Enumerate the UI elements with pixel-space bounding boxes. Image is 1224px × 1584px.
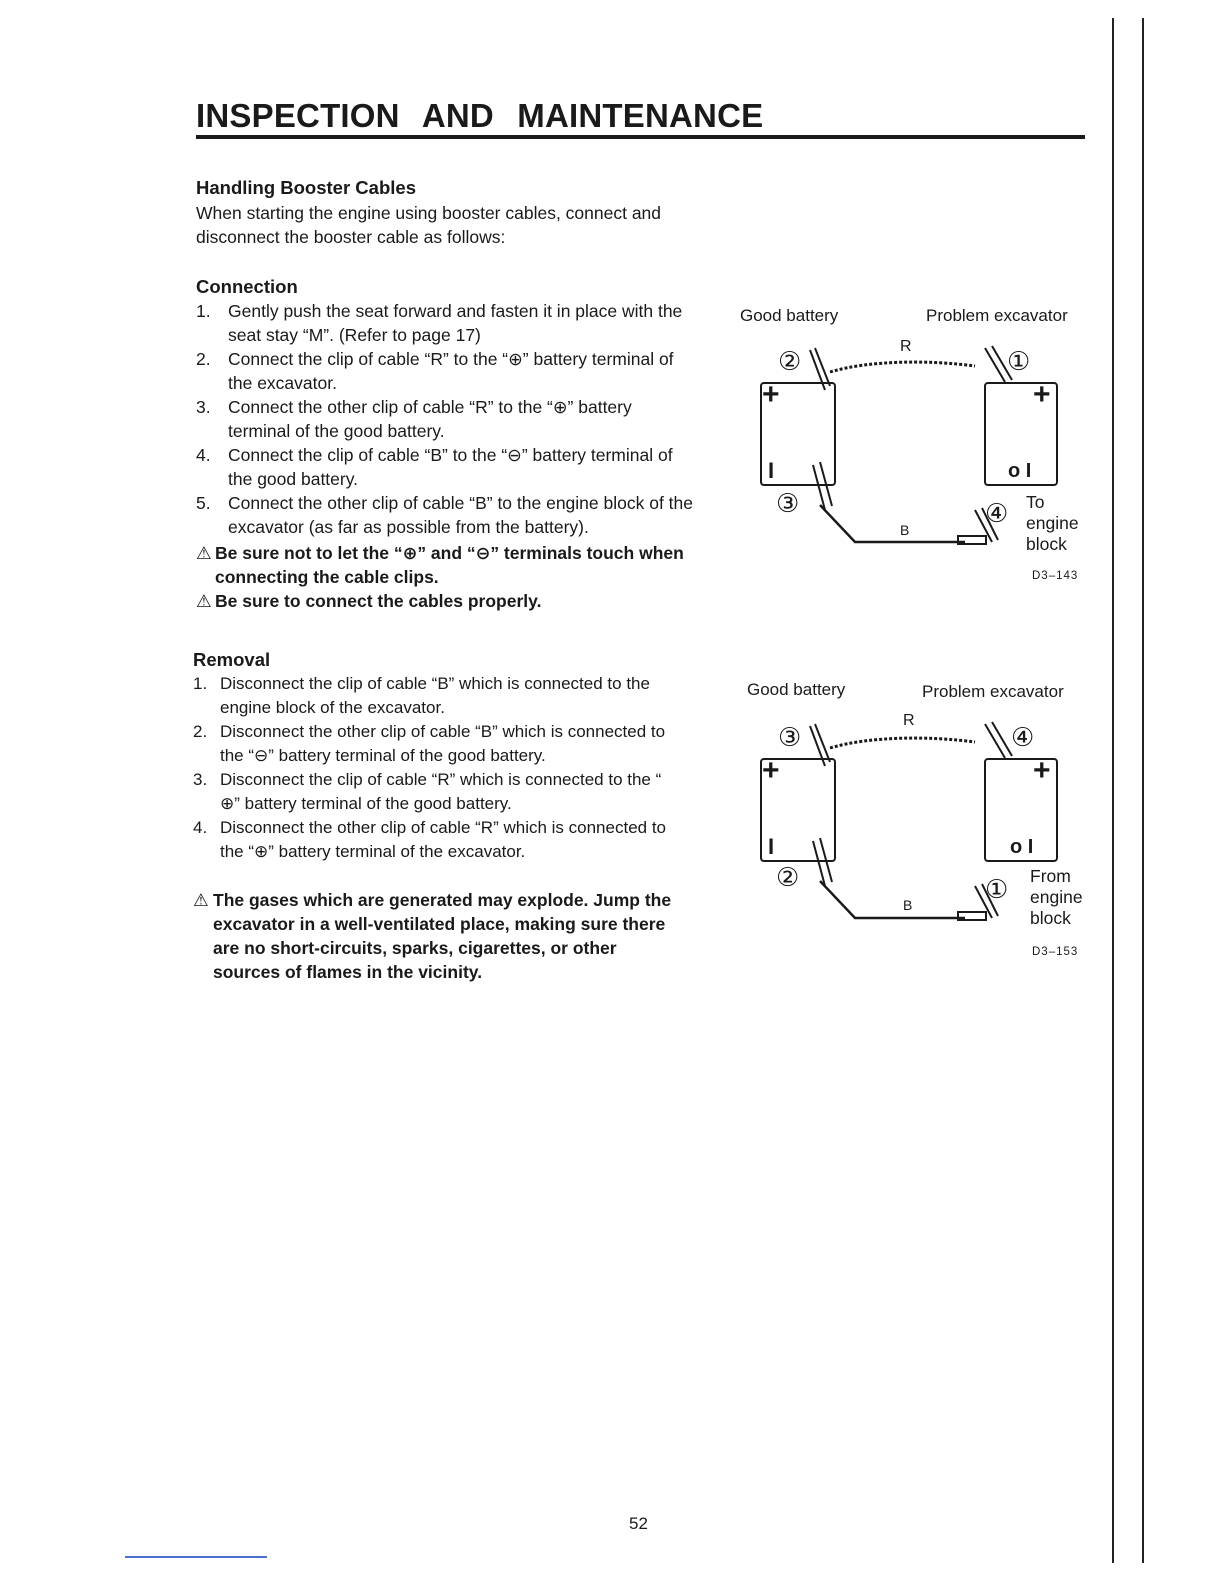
margin-rule-outer <box>1142 18 1144 1563</box>
step-text: Connect the other clip of cable “R” to the “⊕” battery <box>228 397 632 417</box>
intro-section <box>196 176 712 249</box>
label-good-battery: Good battery <box>740 306 839 325</box>
step-number: 2. <box>193 722 208 741</box>
step-text: engine block of the excavator. <box>220 698 445 717</box>
step-text: the good battery. <box>228 469 359 489</box>
step-text: Connect the clip of cable “R” to the “⊕” battery terminal of <box>228 349 674 369</box>
step-number: 1. <box>193 674 208 693</box>
step-text: Disconnect the clip of cable “R” which is connected to the “ <box>220 770 662 789</box>
warning-connect-properly <box>196 589 712 613</box>
warning-icon: ⚠ <box>193 890 209 910</box>
label-problem-excavator: Problem excavator <box>922 682 1064 701</box>
list-item <box>196 443 712 491</box>
connection-section <box>196 275 712 613</box>
step-text: Disconnect the clip of cable “B” which is connected to the <box>220 674 650 693</box>
cable-label-r: R <box>900 338 912 355</box>
minus-terminal-left: I <box>768 458 775 483</box>
diagram-removal <box>730 676 1090 976</box>
step-number: 3. <box>196 397 211 417</box>
step-text: Connect the other clip of cable “B” to the engine block of the <box>228 493 694 513</box>
margin-rule-inner <box>1112 18 1114 1563</box>
step-text: Connect the clip of cable “B” to the “⊖” battery terminal of <box>228 445 673 465</box>
bottom-rule <box>125 1556 267 1558</box>
clip-number: ④ <box>985 498 1009 528</box>
warning-text: excavator in a well-ventilated place, making sure there <box>213 914 666 934</box>
step-text: the “⊖” battery terminal of the good battery. <box>220 746 546 765</box>
title-underline <box>196 135 1085 139</box>
step-text: the excavator. <box>228 373 337 393</box>
clip-number: ④ <box>1011 722 1035 752</box>
section-heading-connection: Connection <box>196 276 298 297</box>
note-line: engine <box>1026 513 1079 533</box>
step-text: ⊕” battery terminal of the good battery. <box>220 794 512 813</box>
figure-code: D3–153 <box>1032 946 1079 958</box>
warning-text: Be sure not to let the “⊕” and “⊖” terminals touch when <box>215 543 684 563</box>
label-problem-excavator: Problem excavator <box>926 306 1068 325</box>
step-text: the “⊕” battery terminal of the excavator. <box>220 842 526 861</box>
list-item <box>196 491 712 539</box>
note-line: To <box>1026 492 1045 512</box>
warning-terminals <box>196 541 712 589</box>
warning-text: sources of flames in the vicinity. <box>213 962 483 982</box>
connection-steps <box>196 299 712 539</box>
list-item <box>193 672 713 720</box>
cable-label-r: R <box>903 712 915 729</box>
step-text: Disconnect the other clip of cable “B” which is connected to <box>220 722 666 741</box>
minus-terminal-right: o I <box>1008 460 1032 482</box>
figure-code: D3–143 <box>1032 570 1079 582</box>
label-good-battery: Good battery <box>747 680 846 699</box>
intro-line: disconnect the booster cable as follows: <box>196 227 506 247</box>
minus-terminal-left: I <box>768 834 775 859</box>
step-text: excavator (as far as possible from the battery). <box>228 517 589 537</box>
step-text: Gently push the seat forward and fasten it in place with the <box>228 301 683 321</box>
clip-number: ③ <box>776 488 800 518</box>
note-line: block <box>1026 534 1067 554</box>
removal-steps <box>193 672 713 864</box>
step-number: 2. <box>196 349 211 369</box>
step-number: 4. <box>193 818 208 837</box>
step-number: 1. <box>196 301 211 321</box>
intro-line: When starting the engine using booster cables, connect and <box>196 203 662 223</box>
note-line: engine <box>1030 887 1083 907</box>
plus-terminal-right: + <box>1033 754 1051 787</box>
plus-terminal-left: + <box>762 378 780 411</box>
minus-terminal-right: o I <box>1010 836 1034 858</box>
page-title: INSPECTION AND MAINTENANCE <box>196 97 764 134</box>
removal-section <box>193 648 713 984</box>
step-number: 5. <box>196 493 211 513</box>
list-item <box>196 347 712 395</box>
section-heading-removal: Removal <box>193 649 271 670</box>
cable-label-b: B <box>903 897 913 913</box>
list-item <box>193 720 713 768</box>
step-text: Disconnect the other clip of cable “R” which is connected to <box>220 818 667 837</box>
note-engine-block <box>1030 866 1083 929</box>
plus-terminal-right: + <box>1033 378 1051 411</box>
plus-terminal-left: + <box>762 754 780 787</box>
clip-number: ② <box>778 346 802 376</box>
note-engine-block <box>1026 492 1079 555</box>
clip-number: ② <box>776 862 800 892</box>
warning-text: are no short-circuits, sparks, cigarettes, or other <box>213 938 617 958</box>
cable-label-b: B <box>900 522 910 538</box>
list-item <box>196 395 712 443</box>
warning-text: The gases which are generated may explode. Jump the <box>213 890 672 910</box>
step-number: 4. <box>196 445 211 465</box>
warning-icon: ⚠ <box>196 591 212 611</box>
section-heading-booster-cables: Handling Booster Cables <box>196 177 416 198</box>
warning-text: Be sure to connect the cables properly. <box>215 591 542 611</box>
warning-text: connecting the cable clips. <box>215 567 439 587</box>
clip-number: ③ <box>778 722 802 752</box>
list-item <box>193 816 713 864</box>
diagram-connection <box>730 300 1090 600</box>
warning-icon: ⚠ <box>196 543 212 563</box>
list-item <box>196 299 712 347</box>
clip-number: ① <box>985 874 1009 904</box>
page-number: 52 <box>629 1514 648 1533</box>
list-item <box>193 768 713 816</box>
warning-gases <box>193 888 713 984</box>
clip-number: ① <box>1007 346 1031 376</box>
step-text: terminal of the good battery. <box>228 421 445 441</box>
note-line: From <box>1030 866 1071 886</box>
step-number: 3. <box>193 770 208 789</box>
step-text: seat stay “M”. (Refer to page 17) <box>228 325 481 345</box>
note-line: block <box>1030 908 1071 928</box>
